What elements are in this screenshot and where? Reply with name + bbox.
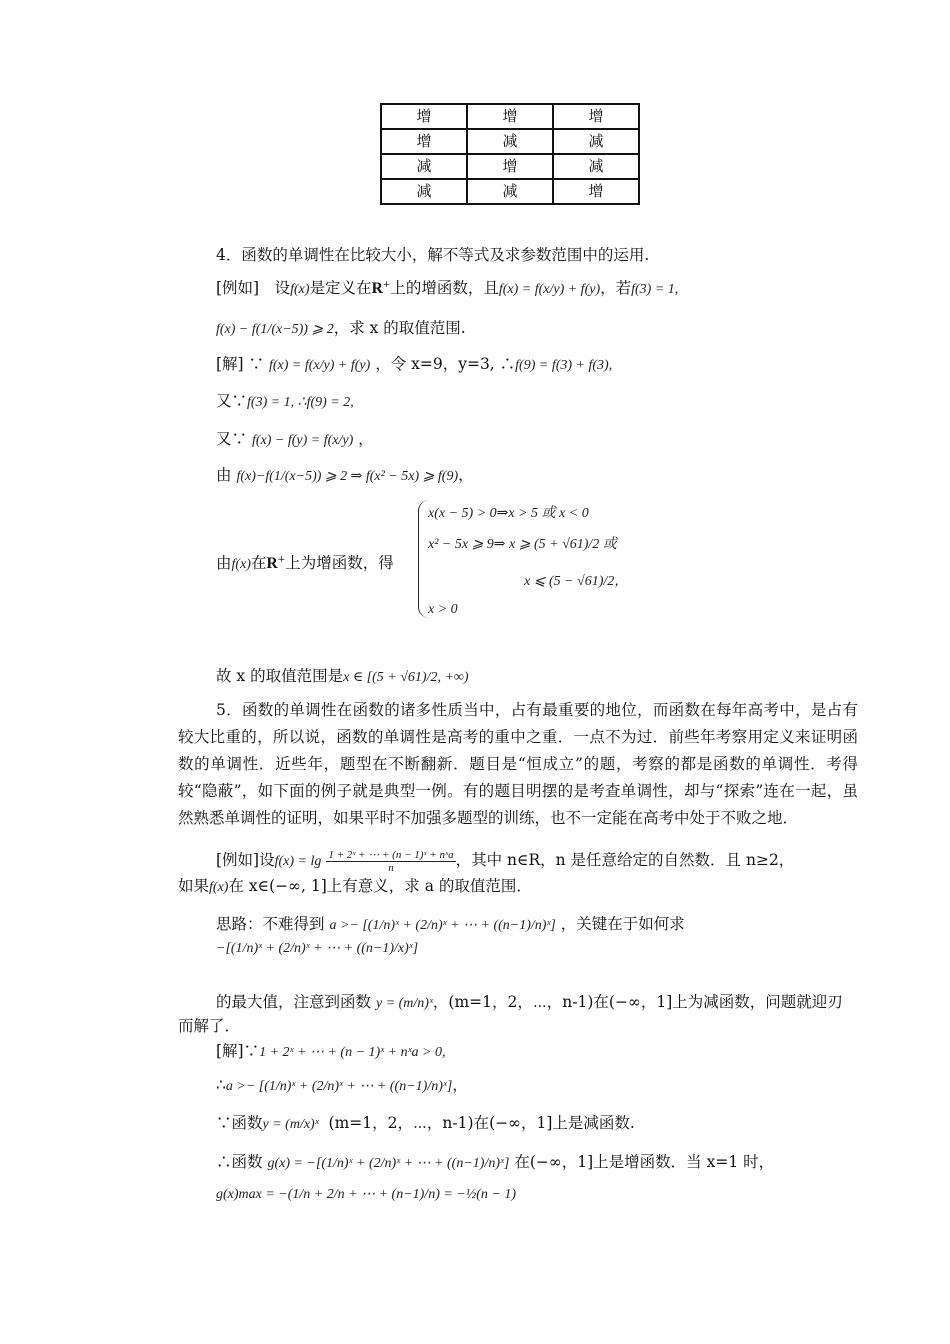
solution-line — [216, 1150, 774, 1172]
example-label: [例如]设 — [216, 851, 275, 869]
solution-line — [216, 1073, 468, 1095]
solution-label: [解] ∵ — [216, 355, 265, 373]
formula: a >− [(1/n)ˣ + (2/n)ˣ + ⋯ + ((n−1)/n)ˣ] — [329, 918, 556, 933]
formula: x ∈ [(5 + √61)/2, +∞) — [343, 670, 469, 685]
text-line — [216, 990, 843, 1012]
table-cell: 减 — [553, 129, 639, 154]
text: ， — [452, 1076, 468, 1094]
formula: f(x) − f(y) = f(x/y) — [251, 433, 354, 448]
text: 如果 — [178, 877, 210, 895]
system-lead — [216, 551, 394, 573]
formula: f(x) = lg — [274, 854, 322, 869]
formula: f(x) — [231, 557, 251, 572]
text: ，令 x=9，y=3, ∴ — [375, 355, 516, 373]
formula: g(x)max = −(1/n + 2/n + ⋯ + (n−1)/n) = −½(n − 1) — [216, 1187, 517, 1202]
formula: −[(1/n)ˣ + (2/n)ˣ + ⋯ + ((n−1)/x)ˣ] — [216, 941, 419, 956]
table-cell: 减 — [467, 129, 553, 154]
system-line: x² − 5x ⩾ 9⇒ x ⩾ (5 + √61)/2 或 — [428, 537, 617, 552]
text: 在 x∈(−∞, 1]上有意义，求 a 的取值范围． — [228, 877, 532, 895]
inequality-line — [216, 316, 466, 338]
text: + — [382, 279, 391, 290]
table-cell: 减 — [381, 179, 467, 204]
table-cell: 增 — [467, 154, 553, 179]
system-line: x > 0 — [428, 602, 458, 617]
formula: f(9) = f(3) + f(3), — [515, 358, 613, 373]
example-label: [例如] 设 — [216, 279, 291, 297]
table-cell: 增 — [553, 179, 639, 204]
text: ，若 — [600, 279, 632, 297]
text: ，(m=1，2，⋯，n-1)在(−∞，1]上为减函数，问题就迎刃 — [432, 993, 843, 1011]
solution-line — [216, 352, 612, 374]
text: 上为增函数，得 — [285, 554, 394, 572]
formula: f(x) − f(1/(x−5)) ⩾ 2 — [216, 322, 334, 337]
text: 是定义在 — [309, 279, 372, 297]
solution-line — [216, 427, 374, 449]
text: ， — [458, 466, 474, 484]
formula: g(x) = −[(1/n)ˣ + (2/n)ˣ + ⋯ + ((n−1)/n)ˣ] — [267, 1156, 510, 1171]
text: ∴ — [216, 1076, 226, 1094]
table-cell: 增 — [553, 104, 639, 129]
table-row — [381, 104, 639, 129]
text: ，其中 n∈R，n 是任意给定的自然数．且 n≥2， — [455, 851, 795, 869]
table-cell: 减 — [467, 179, 553, 204]
text: 故 x 的取值范围是 — [216, 667, 344, 685]
formula: f(9) = 2, — [306, 395, 354, 410]
text: 由 — [216, 554, 232, 572]
system-line: x ⩽ (5 − √61)/2， — [524, 574, 629, 589]
text: ∴函数 — [216, 1153, 263, 1171]
formula: f(x) — [290, 282, 310, 297]
table-row — [381, 129, 639, 154]
text: R — [266, 555, 278, 572]
text: 又∵ — [216, 392, 248, 410]
formula: f(3) = 1, ∴ — [247, 395, 307, 410]
text: ，求 x 的取值范围. — [333, 319, 466, 337]
text: 在 — [250, 554, 267, 572]
text: R — [371, 280, 383, 297]
text-line: 而解了． — [178, 1017, 241, 1035]
formula: f(x) = f(x/y) + f(y) — [498, 282, 601, 297]
table-cell: 增 — [467, 104, 553, 129]
text: 由 — [216, 466, 232, 484]
section-4-heading: 4．函数的单调性在比较大小，解不等式及求参数范围中的运用. — [216, 246, 650, 264]
formula-fraction — [326, 849, 455, 874]
table-row — [381, 179, 639, 204]
solution-label: [解]∵ — [216, 1042, 260, 1060]
text: 又∵ — [216, 430, 248, 448]
formula: 1 + 2ˣ + ⋯ + (n − 1)ˣ + nˣa > 0, — [259, 1045, 446, 1060]
table-row — [381, 154, 639, 179]
example-line — [216, 848, 794, 874]
solution-line — [216, 1111, 635, 1133]
formula: f(x)−f(1/(x−5)) ⩾ 2 ⇒ f(x² − 5x) ⩾ f(9) — [236, 469, 459, 484]
formula: y = (m/x)ˣ — [262, 1117, 319, 1132]
section-5-paragraph: 5．函数的单调性在函数的诸多性质当中，占有最重要的地位，而函数在每年高考中，是占有较大比重的，所以说，函数的单调性是高考的重中之重．一点不为过．前些年考察用定义来证明函数的单调性．近些年，题型在不断翻新．题目是“恒成立”的题，考察的都是函数的单调性．考得较“隐蔽”，如下面的例子就是典型一例。有的题目明摆的是考查单调性，却与“探索”连在一起，虽然熟悉单调性的证明，如果平时不加强多题型的训练，也不一定能在高考中处于不败之地． — [178, 701, 858, 827]
text: ∵函数 — [216, 1114, 263, 1132]
text: ，关键在于如何求 — [560, 915, 685, 933]
formula: a >− [(1/n)ˣ + (2/n)ˣ + ⋯ + ((n−1)/n)ˣ] — [225, 1079, 453, 1094]
fraction-denominator: n — [388, 861, 394, 874]
solution-line — [216, 463, 474, 485]
text: 思路：不难得到 — [216, 915, 325, 933]
system-line: x(x − 5) > 0⇒x > 5 或 x < 0 — [428, 506, 589, 521]
text: + — [277, 554, 286, 565]
text: 上的增函数，且 — [390, 279, 499, 297]
formula: f(3) = 1, — [631, 282, 679, 297]
example-line — [216, 276, 678, 298]
table-cell: 减 — [553, 154, 639, 179]
text: 在(−∞，1]上是增函数．当 x=1 时， — [514, 1153, 775, 1171]
text: ， — [358, 430, 374, 448]
conclusion-line — [216, 664, 469, 686]
fraction-numerator: 1 + 2ˣ + ⋯ + (n − 1)ˣ + nˣa — [328, 848, 454, 861]
table-cell: 减 — [381, 154, 467, 179]
formula: y = (m/n)ˣ — [375, 996, 433, 1011]
idea-line — [216, 912, 685, 934]
table-cell: 增 — [381, 104, 467, 129]
monotonicity-table — [380, 103, 640, 205]
formula: f(x) = f(x/y) + f(y) — [268, 358, 371, 373]
text: 的最大值，注意到函数 — [216, 993, 372, 1011]
text: (m=1，2，⋯，n-1)在(−∞，1]上是减函数. — [328, 1114, 635, 1132]
formula: f(x) — [209, 880, 229, 895]
solution-line — [216, 389, 354, 411]
example-line — [178, 874, 532, 896]
table-cell: 增 — [381, 129, 467, 154]
solution-line — [216, 1039, 445, 1061]
